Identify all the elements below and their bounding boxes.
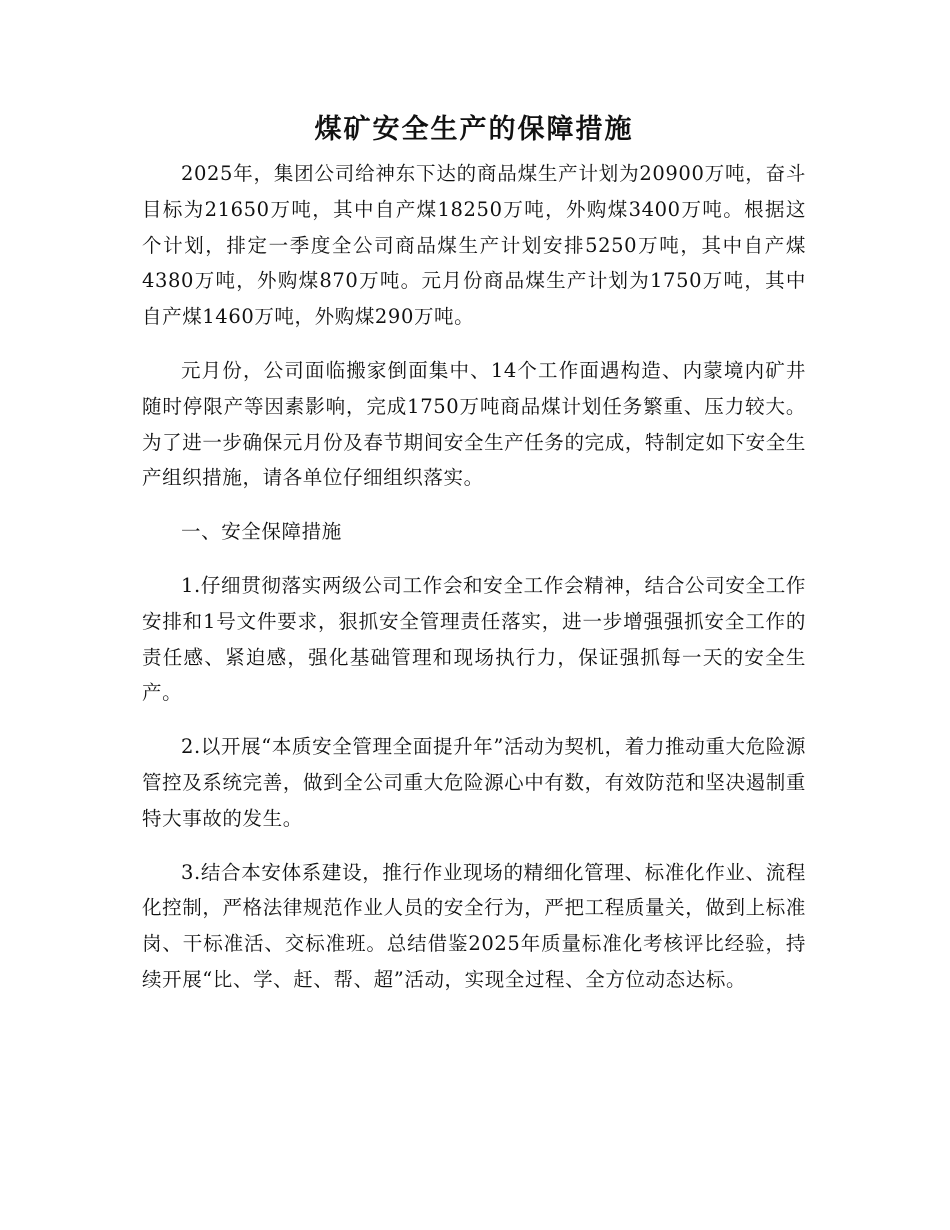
document-page bbox=[142, 110, 806, 1016]
section-heading-safety-measures: 一、安全保障措施 bbox=[181, 520, 342, 544]
paragraph-measure-3: 3.结合本安体系建设，推行作业现场的精细化管理、标准化作业、流程化控制，严格法律规范作业人员的安全行为，严把工程质量关，做到上标准岗、干标准活、交标准班。总结借鉴2025年质量标准化考核评比经验，持续开展“比、学、赶、帮、超”活动，实现全过程、全方位动态达标。 bbox=[142, 860, 806, 991]
document-title: 煤矿安全生产的保障措施 bbox=[314, 114, 634, 145]
paragraph-production-plan: 2025年，集团公司给神东下达的商品煤生产计划为20900万吨，奋斗目标为21650万吨，其中自产煤18250万吨，外购煤3400万吨。根据这个计划，排定一季度全公司商品煤生产计划安排5250万吨，其中自产煤4380万吨，外购煤870万吨。元月份商品煤生产计划为1750万吨，其中自产煤1460万吨，外购煤290万吨。 bbox=[142, 162, 806, 329]
paragraph-january-situation: 元月份，公司面临搬家倒面集中、14个工作面遇构造、内蒙境内矿井随时停限产等因素影响，完成1750万吨商品煤计划任务繁重、压力较大。为了进一步确保元月份及春节期间安全生产任务的完成，特制定如下安全生产组织措施，请各单位仔细组织落实。 bbox=[142, 358, 806, 490]
paragraph-measure-1: 1.仔细贯彻落实两级公司工作会和安全工作会精神，结合公司安全工作安排和1号文件要求，狠抓安全管理责任落实，进一步增强强抓安全工作的责任感、紧迫感，强化基础管理和现场执行力，保证强抓每一天的安全生产。 bbox=[142, 573, 806, 705]
paragraph-measure-2: 2.以开展“本质安全管理全面提升年”活动为契机，着力推动重大危险源管控及系统完善，做到全公司重大危险源心中有数，有效防范和坚决遏制重特大事故的发生。 bbox=[142, 735, 806, 830]
